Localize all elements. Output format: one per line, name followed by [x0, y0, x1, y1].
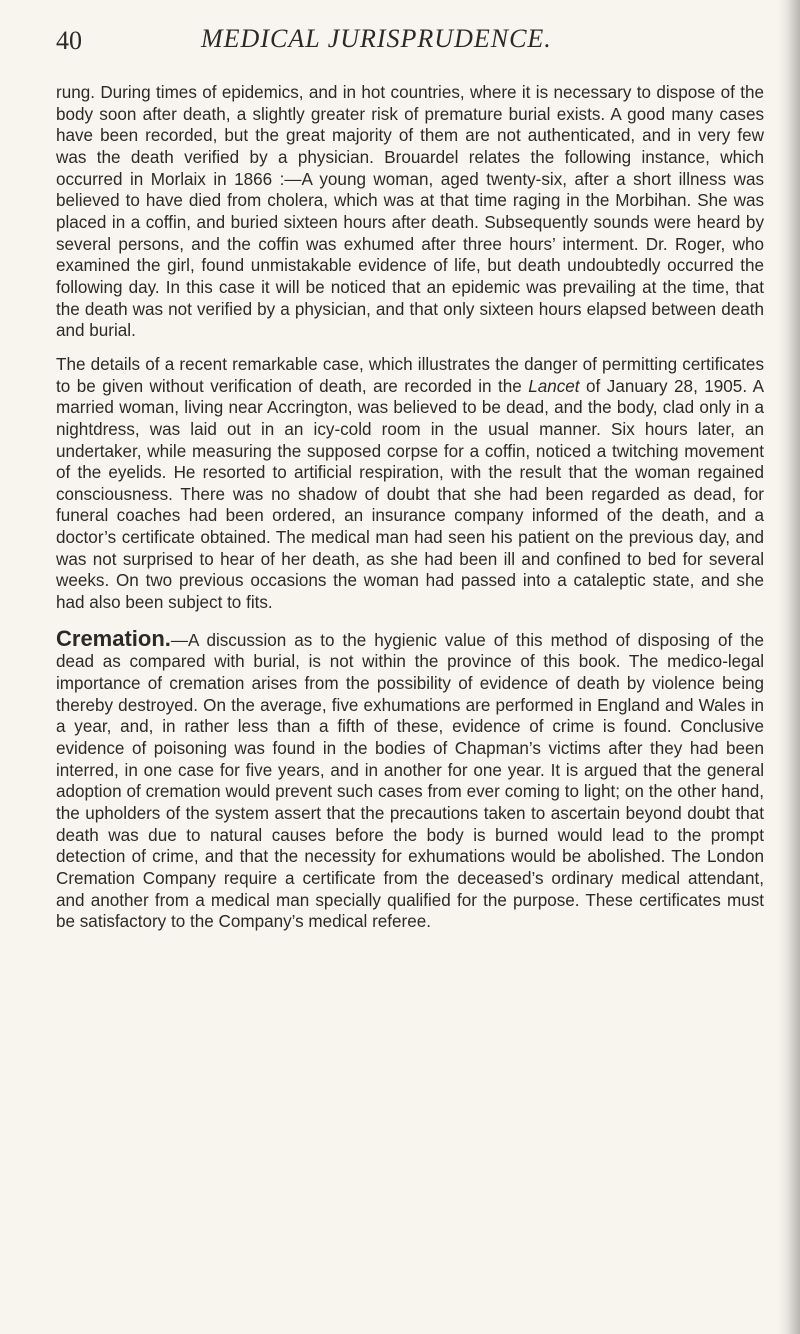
running-head: MEDICAL JURISPRUDENCE. [201, 24, 552, 53]
page-number: 40 [56, 26, 82, 55]
page-edge-shadow [778, 0, 800, 1334]
paragraph-text: of January 28, 1905. A married woman, living near Accrington, was believed to be dead, and the body, clad only in a nightdress, was laid out in an icy-cold room in the usual manner. Six hours later, an undertaker, while measuring the supposed corpse for a coffin, noticed a twitching movement of the eyelids. He resorted to artificial respiration, with the result that the woman regained consciousness. There was no shadow of doubt that she had been regarded as dead, for funeral coaches had been ordered, an insurance company informed of the death, and a doctor’s certificate obtained. The medical man had seen his patient on the previous day, and was not surprised to hear of her death, as she had been ill and confined to bed for several weeks. On two previous occasions the woman had passed into a cataleptic state, and she had also been subject to fits. [56, 376, 764, 613]
paragraph-text: The details of a recent remarkable case, which illustrates the danger of permitting certificates to be given without verification of death, are recorded in the [56, 354, 764, 396]
paragraph-text: —A discussion as to the hygienic value of this method of disposing of the dead as compared with burial, is not within the province of this book. The medico-legal importance of cremation arises from the possibility of evidence of death by violence being thereby destroyed. On the average, five exhumations are performed in England and Wales in a year, and, in rather less than a fifth of these, evidence of crime is found. Conclusive evidence of poisoning was found in the bodies of Chapman’s victims after they had been interred, in one case for five years, and in another for one year. It is argued that the general adoption of cremation would prevent such cases from ever coming to light; on the other hand, the upholders of the system assert that the precautions taken to ascertain beyond doubt that death was due to natural causes before the body is burned would lead to the prompt detection of crime, and that the necessity for exhumations would be abolished. The London Cremation Company require a certificate from the deceased’s ordinary medical attendant, and another from a medical man specially qualified for the purpose. These certificates must be satisfactory to the Company’s medical referee. [56, 630, 764, 932]
body-text [56, 82, 764, 933]
paragraph-cremation [56, 625, 764, 933]
section-heading-cremation: Cremation. [56, 625, 171, 651]
paragraph-accrington-case [56, 354, 764, 614]
page-header [56, 24, 756, 60]
paragraph-premature-burial: rung. During times of epidemics, and in hot countries, where it is necessary to dispose of the body soon after death, a slightly greater risk of premature burial exists. A good many cases have been recorded, but the great majority of them are not authenticated, and in very few was the death verified by a physician. Brouardel relates the following instance, which occurred in Morlaix in 1866 :—A young woman, aged twenty-six, after a short illness was believed to have died from cholera, which was at that time raging in the Morbihan. She was placed in a coffin, and buried sixteen hours after death. Subsequently sounds were heard by several persons, and the coffin was exhumed after three hours’ interment. Dr. Roger, who examined the girl, found unmistakable evidence of life, but death undoubtedly occurred the following day. In this case it will be noticed that an epidemic was prevailing at the time, that the death was not verified by a physician, and that only sixteen hours elapsed between death and burial. [56, 83, 764, 341]
journal-title: Lancet [528, 376, 580, 396]
